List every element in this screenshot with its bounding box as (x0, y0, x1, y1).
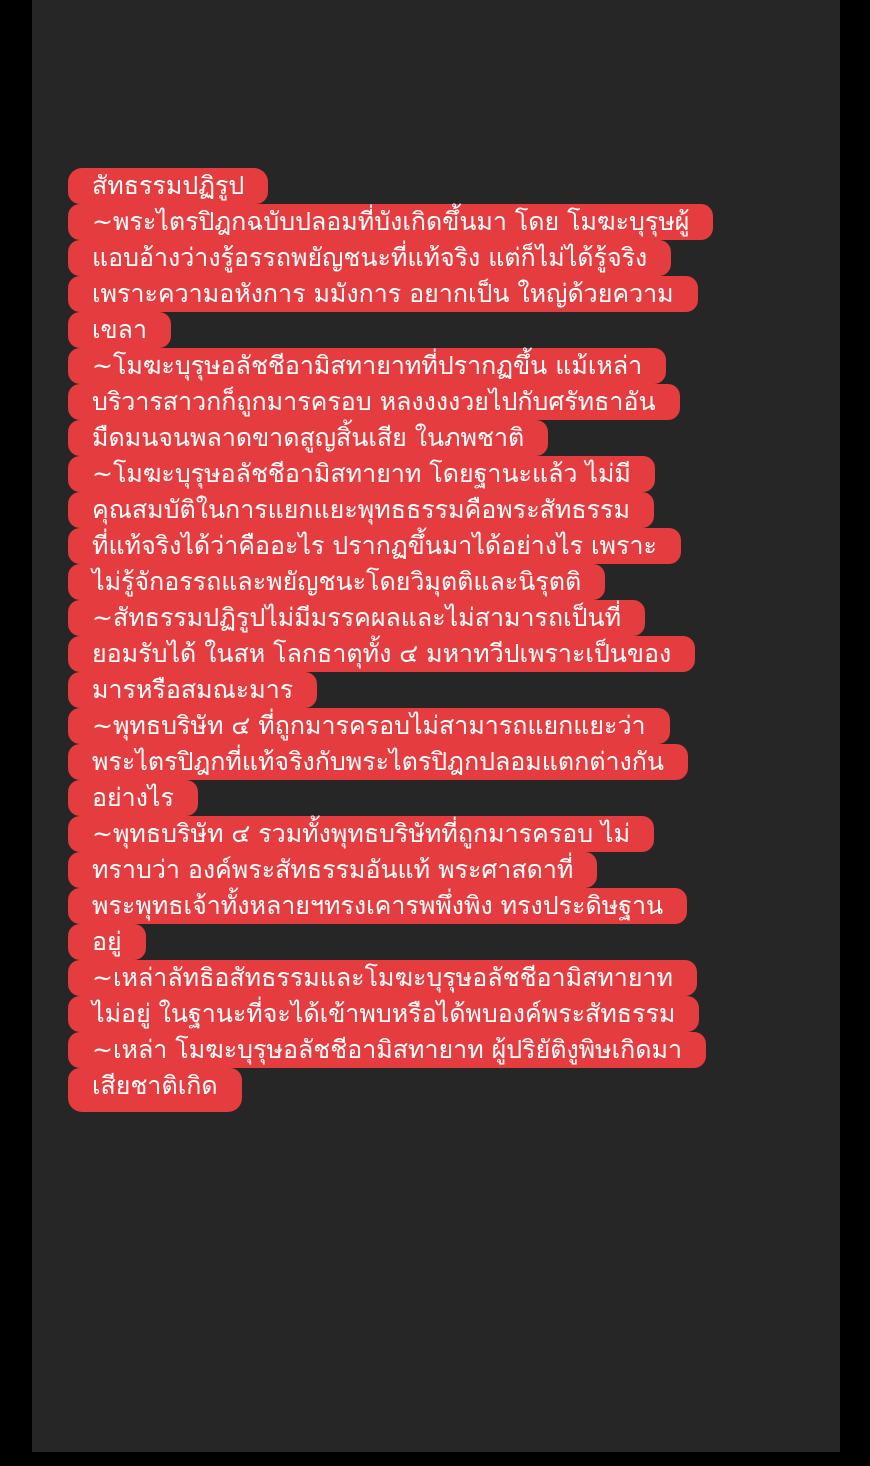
caption-line: ~พระไตรปิฎกฉบับปลอมที่บังเกิดขึ้นมา โดย โมฆะบุรุษผู้ (68, 204, 713, 240)
caption-line: ~โมฆะบุรุษอลัชชีอามิสทายาทที่ปรากฏขึ้น แม้เหล่า (68, 348, 666, 384)
caption-line: แอบอ้างว่างรู้อรรถพยัญชนะที่แท้จริง แต่ก็ไม่ได้รู้จริง (68, 240, 671, 276)
caption-line: เขลา (68, 312, 171, 348)
caption-line: สัทธรรมปฏิรูป (68, 168, 268, 204)
caption-line: ~เหล่า โมฆะบุรุษอลัชชีอามิสทายาท ผู้ปริยัติงูพิษเกิดมา (68, 1032, 706, 1068)
caption-line: พระพุทธเจ้าทั้งหลายฯทรงเคารพพึ่งพิง ทรงประดิษฐาน (68, 888, 687, 924)
caption-line: ~โมฆะบุรุษอลัชชีอามิสทายาท โดยฐานะแล้ว ไม่มี (68, 456, 655, 492)
caption-line: ที่แท้จริงได้ว่าคืออะไร ปรากฏขึ้นมาได้อย่างไร เพราะ (68, 528, 681, 564)
caption-line: เสียชาติเกิด (68, 1068, 242, 1112)
caption-line: คุณสมบัติในการแยกแยะพุทธธรรมคือพระสัทธรรม (68, 492, 654, 528)
caption-line: บริวารสาวกก็ถูกมารครอบ หลงงงงวยไปกับศรัทธาอัน (68, 384, 680, 420)
caption-line: ~สัทธรรมปฏิรูปไม่มีมรรคผลและไม่สามารถเป็นที่ (68, 600, 645, 636)
caption-line: ไม่อยู่ ในฐานะที่จะได้เข้าพบหรือได้พบองค์พระสัทธรรม (68, 996, 699, 1032)
caption-line: ~เหล่าลัทธิอสัทธรรมและโมฆะบุรุษอลัชชีอามิสทายาท (68, 960, 697, 996)
caption-line: ~พุทธบริษัท ๔ รวมทั้งพุทธบริษัทที่ถูกมารครอบ ไม่ (68, 816, 654, 852)
caption-line: ~พุทธบริษัท ๔ ที่ถูกมารครอบไม่สามารถแยกแยะว่า (68, 708, 670, 744)
caption-line: ไม่รู้จักอรรถและพยัญชนะโดยวิมุตติและนิรุตติ (68, 564, 605, 600)
caption-text-block (68, 168, 788, 1112)
caption-line: ทราบว่า องค์พระสัทธรรมอันแท้ พระศาสดาที่ (68, 852, 597, 888)
caption-line: พระไตรปิฎกที่แท้จริงกับพระไตรปิฎกปลอมแตกต่างกัน (68, 744, 688, 780)
caption-line: เพราะความอหังการ มมังการ อยากเป็น ใหญ่ด้วยความ (68, 276, 698, 312)
caption-line: มารหรือสมณะมาร (68, 672, 317, 708)
caption-line: อย่างไร (68, 780, 198, 816)
caption-line: มืดมนจนพลาดขาดสูญสิ้นเสีย ในภพชาติ (68, 420, 548, 456)
caption-line: อยู่ (68, 924, 146, 960)
caption-line: ยอมรับได้ ในสห โลกธาตุทั้ง ๔ มหาทวีปเพราะเป็นของ (68, 636, 695, 672)
